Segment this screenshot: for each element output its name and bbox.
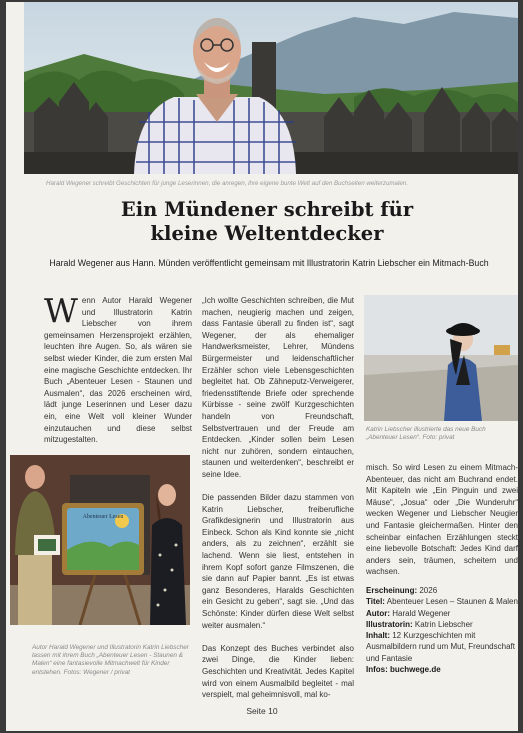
page-number: Seite 10 bbox=[246, 706, 278, 716]
painting-label: Abenteuer Lesen bbox=[82, 514, 124, 520]
article-title bbox=[26, 198, 508, 246]
column-1-paragraph: enn Autor Harald Wegener und Illustratorin Katrin Liebscher von ihrem gemeinsamen Herzensprojekt erzählen, leuchten ihre Augen. So, als wären sie selbst wieder Kinder, die zum ersten Mal eine magische Geschichte entdecken. Ihr Buch „Abenteuer Lesen - Staunen und Ausmalen“, das 2026 erscheinen wird, lädt junge Leserinnen und Leser dazu ein, eine Welt voll kleiner Wunder einzutauchen und diese selbst mitzugestalten. bbox=[44, 296, 192, 445]
illustrator-photo bbox=[364, 295, 518, 421]
title-line-1: Ein Mündener schreibt für bbox=[120, 198, 414, 221]
hero-photo bbox=[24, 2, 518, 174]
title-line-2: kleine Weltentdecker bbox=[150, 222, 384, 245]
column-2 bbox=[202, 295, 354, 701]
authors-photo-caption: Autor Harald Wegener und Illustratorin Katrin Liebscher lassen mit ihrem Buch „Abenteuer Lesen - Staunen & Malen“ eine fantasievolle Mitmachwelt für Kinder entstehen. Fotos: Wegener / privat bbox=[32, 644, 189, 676]
column-3-paragraph: misch. So wird Lesen zu einem Mitmach-Abenteuer, das nicht am Buchrand endet. Mit Kapiteln wie „Ein Pinguin und zwei Mäuse“, „Josua“ oder „Die Wunderuhr“ wecken Wegener und Liebscher Neugier und Fantasie gleichermaßen. Hinter den scheinbar einfachen Erzählungen steckt eine liebevolle Botschaft: Jedes Kind darf anders sein, träumen, scheitern und wachsen. bbox=[366, 463, 518, 577]
fact-content: Inhalt: 12 Kurzgeschichten mit Ausmalbildern rund um Mut, Freundschaft und Fantasie bbox=[366, 631, 515, 663]
column-2-paragraph-2: Die passenden Bilder dazu stammen von Katrin Liebscher, freiberufliche Grafikdesignerin und Illustratorin aus Einbeck. Schon als Kind konnte sie „nicht anders, als zu zeichnen“, erzählt sie lachend. Wenn sie liest, entstehen in ihrem Kopf sofort ganze Filmszenen, die sie dann auf Papier bannt. „Es ist etwas ganz Besonderes, Haralds Geschichten ein Gesicht zu geben“, sagt sie. „Und das Schönste: Kinder dürfen diese Welt selbst weiter ausmalen.“ bbox=[202, 493, 354, 630]
column-2-paragraph-3: Das Konzept des Buches verbindet also zwei Dinge, die Kinder lieben: Geschichten und Kreativität. Jedes Kapitel wird von einem Ausmalbild begleitet - mal verspielt, mal geheimnisvoll, mal ko- bbox=[202, 643, 354, 700]
illustrator-photo-caption: Katrin Liebscher illustrierte das neue Buch „Abenteuer Lesen“. Foto: privat bbox=[366, 426, 486, 442]
column-3 bbox=[366, 462, 518, 578]
authors-photo bbox=[10, 455, 190, 625]
drop-cap: W bbox=[44, 291, 78, 330]
fact-title: Titel: Abenteuer Lesen – Staunen & Malen bbox=[366, 597, 518, 607]
fact-author: Autor: Harald Wegener bbox=[366, 608, 451, 618]
column-2-paragraph-1: „Ich wollte Geschichten schreiben, die Mut machen, neugierig machen und zeigen, dass Fantasie überall zu finden ist“, sagt Wegener, der als ehemaliger Handwerksmeister, Lehrer, Mündens Bürgermeister und leidenschaftlicher Erzähler schon viele Lebensgeschichten begleitet hat. Ob Zähneputz-Verweigerer, friedensstiftende Briefe oder sprechende Kürbisse - seine zwölf Kurzgeschichten handeln von Freundschaft, Selbstvertrauen und der Freude am Entdecken. „Kinder sollen beim Lesen nicht nur zuhören, sondern eintauchen, staunen und weiterdenken“, beschreibt er seine Idee. bbox=[202, 296, 354, 479]
magazine-page bbox=[6, 2, 518, 731]
info-link[interactable]: buchwege.de bbox=[390, 665, 441, 675]
fact-illustrator: Illustratorin: Katrin Liebscher bbox=[366, 619, 473, 629]
fact-info: Infos: buchwege.de bbox=[366, 665, 441, 675]
hero-caption: Harald Wegener schreibt Geschichten für junge Leserinnen, die anregen, ihre eigene bunte Welt auf den Buchseiten weiterzumalen. bbox=[46, 180, 408, 187]
article-lead: Harald Wegener aus Hann. Münden veröffentlicht gemeinsam mit Illustratorin Katrin Liebscher ein Mitmach-Buch bbox=[49, 258, 489, 268]
fact-release: Erscheinung: 2026 bbox=[366, 586, 438, 595]
column-1 bbox=[44, 291, 192, 446]
book-facts bbox=[366, 585, 518, 675]
